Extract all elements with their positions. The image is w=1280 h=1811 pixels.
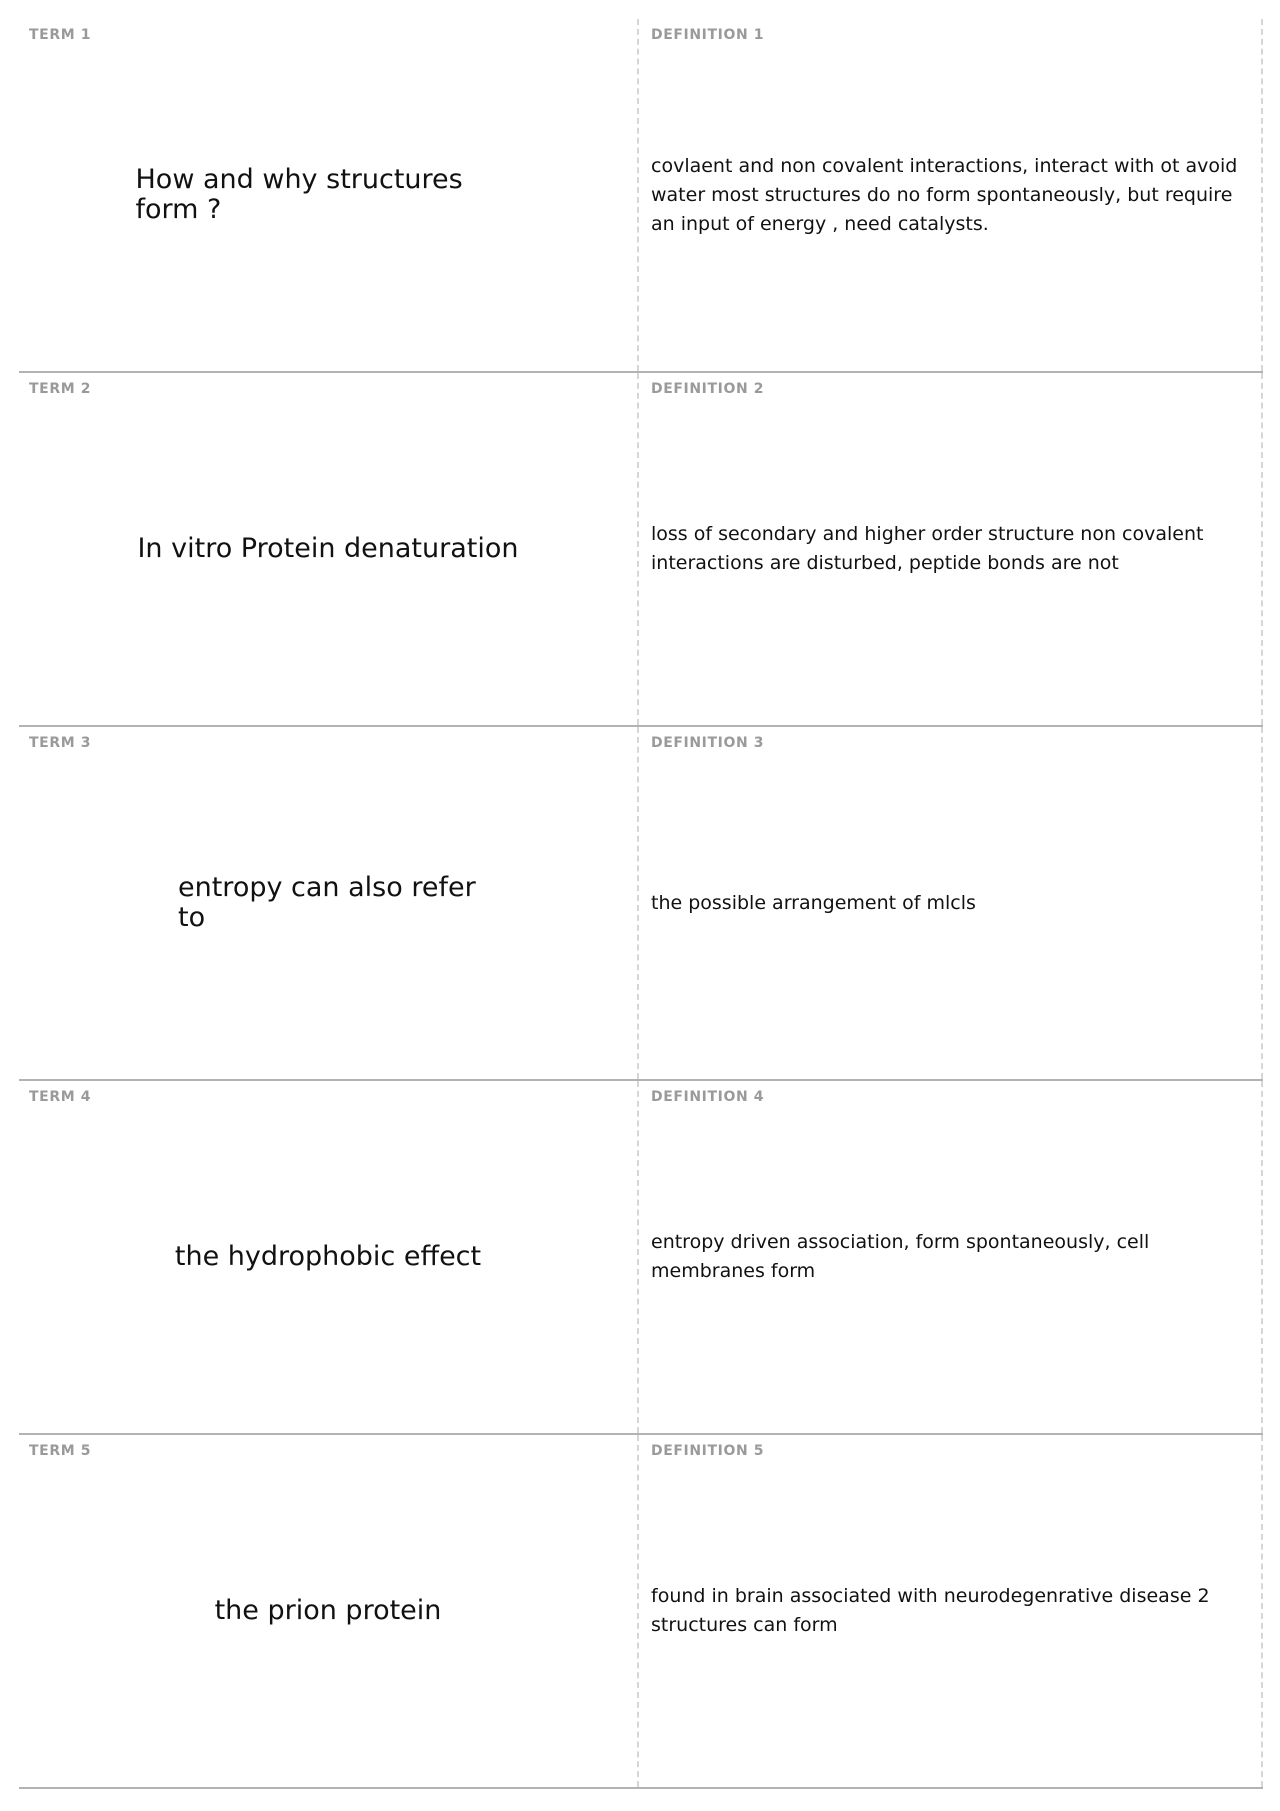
definition-cell-2	[639, 373, 1263, 725]
term-label: TERM 1	[29, 27, 92, 43]
definition-cell-4	[639, 1081, 1263, 1433]
card-row-5	[19, 1435, 1263, 1789]
term-cell-3	[19, 727, 639, 1079]
card-row-2	[19, 373, 1263, 727]
definition-text: found in brain associated with neurodegenrative disease 2 structures can form	[651, 1585, 1210, 1636]
term-cell-4	[19, 1081, 639, 1433]
term-label: TERM 4	[29, 1089, 92, 1105]
term-text: the hydrophobic effect	[174, 1241, 482, 1272]
term-cell-1	[19, 19, 639, 371]
flashcard-sheet	[19, 19, 1263, 1789]
definition-label: DEFINITION 5	[651, 1443, 765, 1459]
definition-cell-1	[639, 19, 1263, 371]
definition-text: the possible arrangement of mlcls	[651, 891, 976, 914]
term-text: entropy can also refer to	[178, 872, 476, 933]
definition-label: DEFINITION 3	[651, 735, 765, 751]
definition-label: DEFINITION 1	[651, 27, 765, 43]
term-cell-2	[19, 373, 639, 725]
term-label: TERM 3	[29, 735, 92, 751]
term-text: the prion protein	[214, 1595, 442, 1626]
term-label: TERM 5	[29, 1443, 92, 1459]
card-row-4	[19, 1081, 1263, 1435]
definition-text: entropy driven association, form spontaneously, cell membranes form	[651, 1231, 1150, 1282]
definition-label: DEFINITION 2	[651, 381, 765, 397]
definition-cell-5	[639, 1435, 1263, 1787]
card-row-1	[19, 19, 1263, 373]
term-cell-5	[19, 1435, 639, 1787]
definition-label: DEFINITION 4	[651, 1089, 765, 1105]
term-text: How and why structures form ?	[135, 164, 463, 225]
definition-text: covlaent and non covalent interactions, interact with ot avoid water most structures do no form spontaneously, but require an input of energy , need catalysts.	[651, 154, 1238, 235]
term-label: TERM 2	[29, 381, 92, 397]
term-text: In vitro Protein denaturation	[137, 533, 519, 564]
definition-cell-3	[639, 727, 1263, 1079]
card-row-3	[19, 727, 1263, 1081]
definition-text: loss of secondary and higher order structure non covalent interactions are disturbed, peptide bonds are not	[651, 523, 1204, 574]
